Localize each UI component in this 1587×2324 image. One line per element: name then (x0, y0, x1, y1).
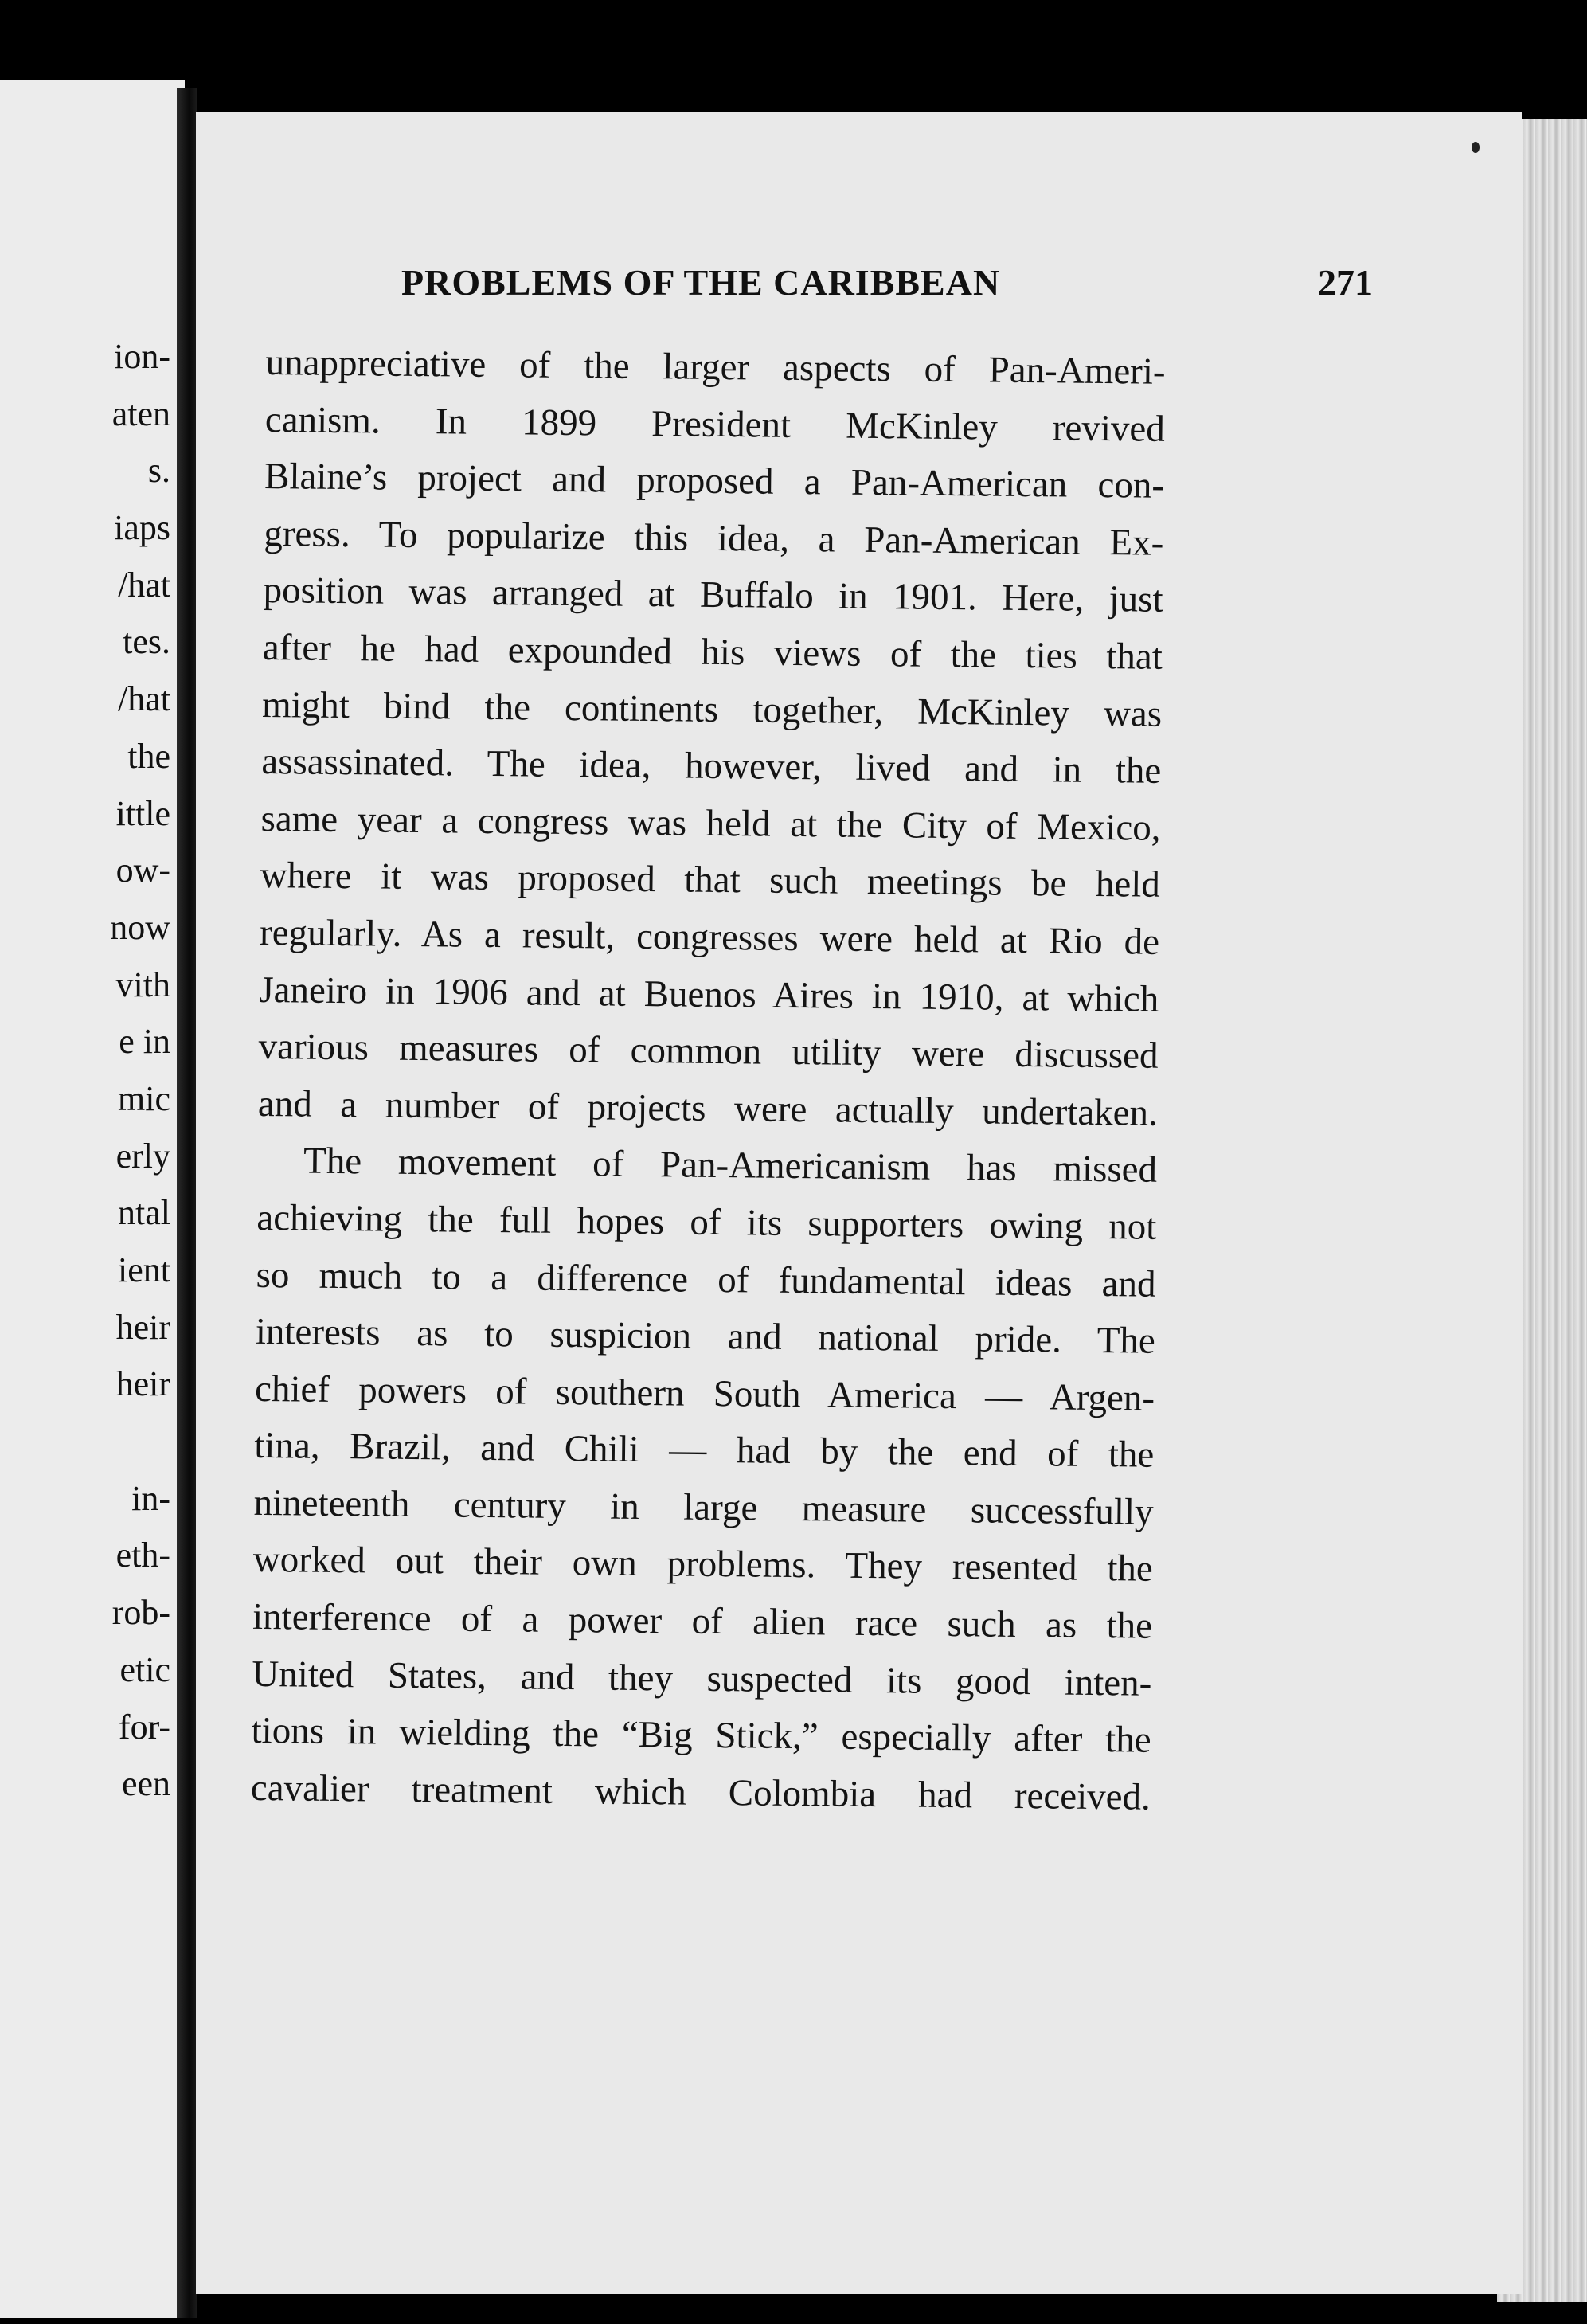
book-gutter (177, 88, 197, 2318)
facing-page-line-ends (0, 328, 185, 1813)
page-number: 271 (1318, 262, 1373, 303)
text-line: regularly. As a result, congresses were held at Rio de (259, 911, 1160, 963)
text-line: tions in wielding the “Big Stick,” especially after the (251, 1710, 1151, 1761)
facing-line: ow- (115, 851, 170, 890)
text-line: gress. To popularize this idea, a Pan-American Ex- (264, 512, 1164, 564)
facing-line: mic (118, 1078, 170, 1118)
facing-line: ient (118, 1250, 170, 1289)
text-line: where it was proposed that such meetings be held (260, 855, 1161, 906)
text-line: United States, and they suspected its good inten- (252, 1653, 1152, 1704)
paragraph-end-line: cavalier treatment which Colombia had received. (250, 1766, 1151, 1818)
text-line: nineteenth century in large measure successfully (253, 1481, 1154, 1533)
running-title: PROBLEMS OF THE CARIBBEAN (401, 262, 1001, 303)
text-line: assassinated. The idea, however, lived and in the (261, 741, 1162, 792)
facing-line: aten (111, 393, 170, 433)
facing-line: ion- (114, 337, 170, 376)
facing-line: s. (147, 451, 170, 491)
facing-line: heir (115, 1307, 170, 1347)
facing-line (0, 1413, 185, 1470)
text-line: unappreciative of the larger aspects of Pan-Ameri- (265, 341, 1166, 393)
text-line: canism. In 1899 President McKinley revived (264, 398, 1166, 450)
text-line: so much to a difference of fundamental ideas and (256, 1254, 1156, 1305)
paragraph-end-line: and a number of projects were actually undertaken. (257, 1082, 1159, 1134)
facing-line: heir (115, 1364, 170, 1404)
text-line: chief powers of southern South America — Argen- (254, 1367, 1155, 1419)
text-line: interference of a power of alien race such as the (252, 1595, 1153, 1647)
facing-line: iaps (114, 508, 170, 548)
facing-line: ittle (115, 793, 170, 833)
facing-line: now (110, 907, 170, 947)
facing-line: tes. (123, 622, 170, 662)
facing-line: the (127, 736, 170, 776)
facing-line: for- (118, 1707, 170, 1747)
body-text (251, 335, 1166, 1826)
facing-line: vith (115, 964, 170, 1004)
text-line: various measures of common utility were discussed (258, 1026, 1159, 1077)
text-line: Blaine’s project and proposed a Pan-American con- (264, 456, 1165, 507)
facing-line: /hat (118, 679, 170, 719)
scan-speck (1472, 142, 1480, 153)
facing-line: erly (115, 1136, 170, 1176)
facing-line: in- (131, 1478, 170, 1518)
facing-line: ntal (118, 1193, 170, 1233)
facing-line: een (121, 1764, 170, 1804)
text-line: interests as to suspicion and national pride. The (255, 1311, 1156, 1362)
text-line: Janeiro in 1906 and at Buenos Aires in 1910, at which (259, 968, 1159, 1020)
facing-line: rob- (111, 1593, 170, 1633)
text-line: after he had expounded his views of the ties that (262, 626, 1163, 678)
facing-line: e in (119, 1022, 170, 1062)
facing-page-fragment (0, 80, 185, 2318)
facing-line: etic (119, 1649, 170, 1689)
text-line: achieving the full hopes of its supporters owing not (256, 1196, 1157, 1248)
facing-line: /hat (118, 565, 170, 604)
text-line: position was arranged at Buffalo in 1901. Here, just (263, 569, 1163, 621)
text-line: might bind the continents together, McKinley was (261, 683, 1163, 735)
text-line: tina, Brazil, and Chili — had by the end of the (254, 1425, 1155, 1477)
main-page (196, 112, 1522, 2294)
facing-line: eth- (115, 1536, 170, 1575)
text-line: worked out their own problems. They resented the (252, 1539, 1154, 1590)
paragraph-start-line: The movement of Pan-Americanism has missed (303, 1140, 1158, 1191)
running-head (401, 261, 1373, 317)
text-line: same year a congress was held at the City of Mexico, (260, 797, 1161, 849)
